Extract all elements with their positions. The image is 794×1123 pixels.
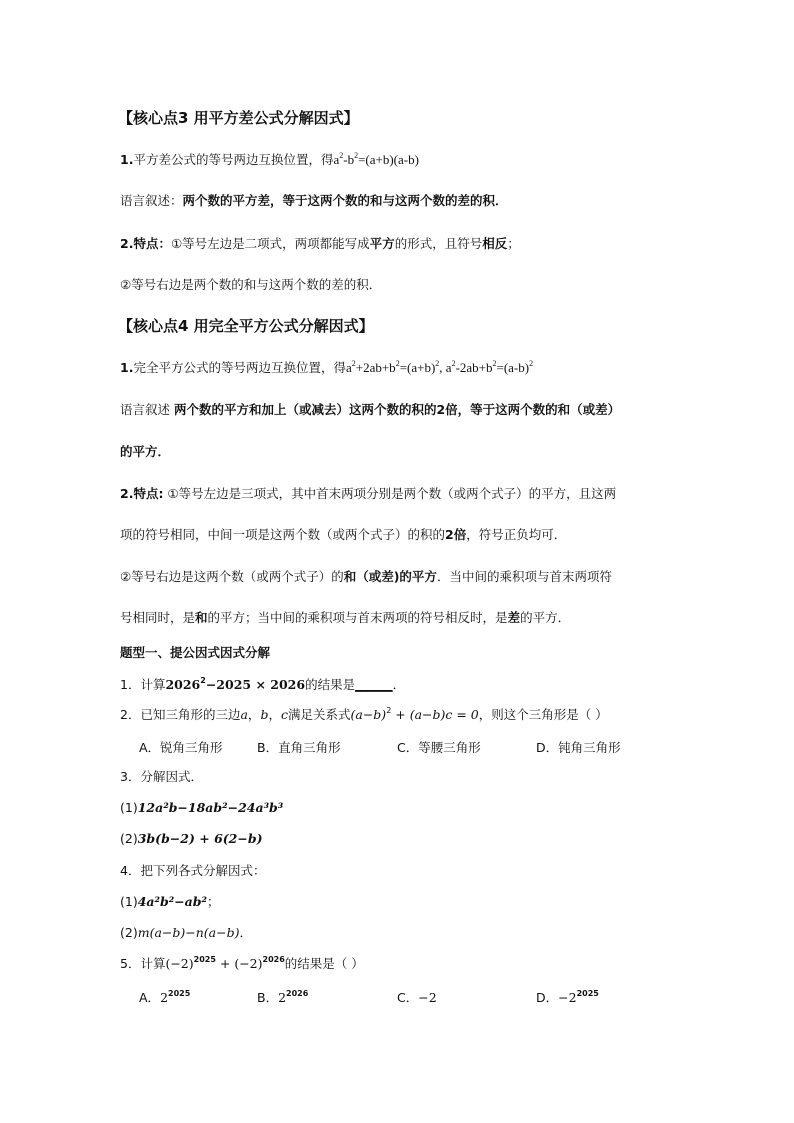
point-text: 平方差公式的等号两边互换位置，得: [133, 152, 334, 167]
question-3-part-1: [120, 800, 283, 816]
question-text: ，则这个三角形是（ ）: [478, 707, 608, 722]
desc-text: 两个数的平方和加上（或减去）这两个数的积的2倍，等于这两个数的和（或差）: [173, 402, 621, 417]
q2-option-a[interactable]: A．锐角三角形: [139, 740, 223, 755]
point-number: 1.: [120, 152, 134, 167]
math-expression: m(a−b)−n(a−b): [137, 925, 240, 940]
math-expression: + (a−b)c = 0: [391, 707, 479, 722]
math-expression: −2025 × 2026: [205, 677, 306, 692]
feature-text: ①等号左边是二项式，两项都能写成: [170, 236, 370, 251]
question-3-title: 3．分解因式．: [120, 769, 203, 784]
sec4-description-line-2: 的平方．: [120, 444, 171, 459]
math-variable: a: [240, 707, 248, 722]
exponent: 2: [339, 151, 344, 160]
math-expression: + (−2): [215, 956, 263, 971]
formula-part: a: [333, 152, 340, 167]
q2-option-d[interactable]: D．钝角三角形: [536, 740, 621, 755]
exponent: 2: [451, 359, 456, 368]
math-expression: 2: [278, 990, 287, 1005]
sec3-feature-1: [120, 236, 520, 252]
math-expression: 2026: [165, 677, 201, 692]
exponent: 2: [529, 359, 534, 368]
point-text: 完全平方公式的等号两边互换位置，得: [133, 360, 346, 375]
feature-bold: 和（或差)的平方: [343, 569, 437, 584]
exponent: 2: [351, 359, 356, 368]
section-4-title: 【核心点4 用完全平方公式分解因式】: [118, 317, 374, 335]
question-text: ．: [392, 677, 406, 692]
math-expression: −2: [418, 990, 437, 1005]
q2-option-b[interactable]: B．直角三角形: [257, 740, 341, 755]
option-label: C．: [397, 990, 419, 1005]
exponent: 2: [492, 359, 497, 368]
desc-label: 语言叙述: [120, 402, 174, 417]
math-expression: (−2): [165, 956, 194, 971]
math-expression: 2: [160, 990, 169, 1005]
math-expression: −2: [558, 990, 577, 1005]
sec4-feature-line-1: [120, 486, 616, 502]
part-label: (1): [120, 800, 138, 815]
formula-part: a: [445, 360, 452, 375]
question-4-part-2: [120, 925, 252, 941]
math-expression: 3b(b−2) + 6(2−b): [137, 831, 263, 846]
question-1: [120, 677, 405, 693]
part-label: (1): [120, 894, 138, 909]
formula-part: =(a+b): [399, 360, 436, 375]
feature-bold: 和: [195, 610, 208, 625]
exponent: 2: [386, 706, 392, 715]
feature-text: 号相同时，是: [120, 610, 196, 625]
formula-part: -2ab+b: [455, 360, 493, 375]
difference-of-squares-formula: [333, 152, 418, 167]
sec3-point-1: [120, 152, 419, 168]
feature-bold: 差: [507, 610, 521, 625]
feature-label: 2.特点:: [120, 486, 164, 501]
question-3-part-2: [120, 831, 263, 847]
section-3-title: 【核心点3 用平方差公式分解因式】: [118, 109, 359, 127]
part-label: (2): [120, 831, 138, 846]
feature-text: 项的符号相同，中间一项是这两个数（或两个式子）的积的: [120, 527, 446, 542]
question-5: [120, 956, 364, 972]
formula-part: a: [345, 360, 352, 375]
exponent: 2026: [286, 989, 309, 998]
question-type-title: 题型一、提公因式因式分解: [120, 645, 271, 660]
exponent: 2: [435, 359, 440, 368]
exponent: 2: [354, 151, 359, 160]
question-text: 满足关系式: [287, 707, 351, 722]
math-expression: (a−b): [350, 707, 387, 722]
question-text: ，: [247, 707, 261, 722]
question-text: 的结果是（ ）: [284, 956, 364, 971]
feature-label: 2.特点：: [120, 236, 171, 251]
feature-text: ；: [507, 236, 520, 251]
math-variable: b: [260, 707, 269, 722]
feature-text: ，符号正负均可．: [466, 527, 567, 542]
part-label: (2): [120, 925, 138, 940]
q2-option-c[interactable]: C．等腰三角形: [397, 740, 481, 755]
sec4-feature-line-4: [120, 610, 570, 626]
q5-option-d[interactable]: [536, 988, 599, 1006]
math-variable: c: [280, 707, 288, 722]
feature-bold: 相反: [482, 236, 508, 251]
question-text: ，: [268, 707, 281, 722]
q5-option-b[interactable]: [257, 988, 308, 1006]
question-2: [120, 707, 608, 723]
desc-text: 两个数的平方差，等于这两个数的和与这两个数的差的积．: [182, 193, 508, 208]
exponent: 2025: [576, 989, 599, 998]
sec4-feature-line-3: [120, 569, 612, 585]
option-label: D．: [536, 990, 559, 1005]
separator: ,: [439, 360, 446, 375]
exponent: 2025: [168, 989, 191, 998]
answer-blank[interactable]: ______: [355, 677, 393, 692]
question-text: 的结果是: [305, 677, 356, 692]
exponent: 2026: [262, 955, 285, 964]
feature-bold: 平方: [369, 236, 395, 251]
point-number: 1.: [120, 360, 134, 375]
exponent: 2: [200, 676, 206, 685]
feature-bold: 2倍: [445, 527, 467, 542]
sec3-feature-2: ②等号右边是两个数的和与这两个数的差的积．: [120, 277, 382, 292]
sec4-feature-line-2: [120, 527, 566, 543]
feature-text: ．当中间的乘积项与首末两项符: [436, 569, 612, 584]
formula-part: +2ab+b: [355, 360, 396, 375]
formula-part: =(a-b): [496, 360, 530, 375]
q5-option-a[interactable]: [139, 988, 190, 1006]
math-expression: 12a²b−18ab²−24a³b³: [137, 800, 284, 815]
desc-label: 语言叙述：: [120, 193, 183, 208]
feature-text: 的平方；当中间的乘积项与首末两项的符号相反时，是: [207, 610, 508, 625]
question-4-part-1: [120, 894, 220, 910]
exponent: 2025: [193, 955, 216, 964]
formula-part: -b: [343, 152, 355, 167]
formula-part: =(a+b)(a-b): [358, 152, 419, 167]
feature-text: ②等号右边是这两个数（或两个式子）的: [120, 569, 344, 584]
sec4-description-line-1: [120, 402, 620, 418]
question-text: 1．计算: [120, 677, 166, 692]
option-label: A．: [139, 990, 161, 1005]
sec3-description: [120, 193, 508, 209]
math-expression: 4a²b²−ab²: [137, 894, 207, 909]
question-4-title: 4．把下列各式分解因式：: [120, 863, 266, 878]
sec4-point-1: [120, 360, 533, 376]
option-label: B．: [257, 990, 279, 1005]
q5-option-c[interactable]: [397, 988, 437, 1006]
question-text: 5．计算: [120, 956, 166, 971]
perfect-square-formula-minus: [446, 360, 533, 375]
feature-text: 的平方．: [520, 610, 571, 625]
feature-text: 的形式，且符号: [394, 236, 483, 251]
perfect-square-formula-plus: [346, 360, 439, 375]
exponent: 2: [395, 359, 400, 368]
feature-text: ①等号左边是三项式，其中首末两项分别是两个数（或两个式子）的平方，且这两: [163, 486, 617, 501]
question-text: ；: [207, 894, 220, 909]
question-text: ．: [239, 925, 252, 940]
question-text: 2．已知三角形的三边: [120, 707, 241, 722]
